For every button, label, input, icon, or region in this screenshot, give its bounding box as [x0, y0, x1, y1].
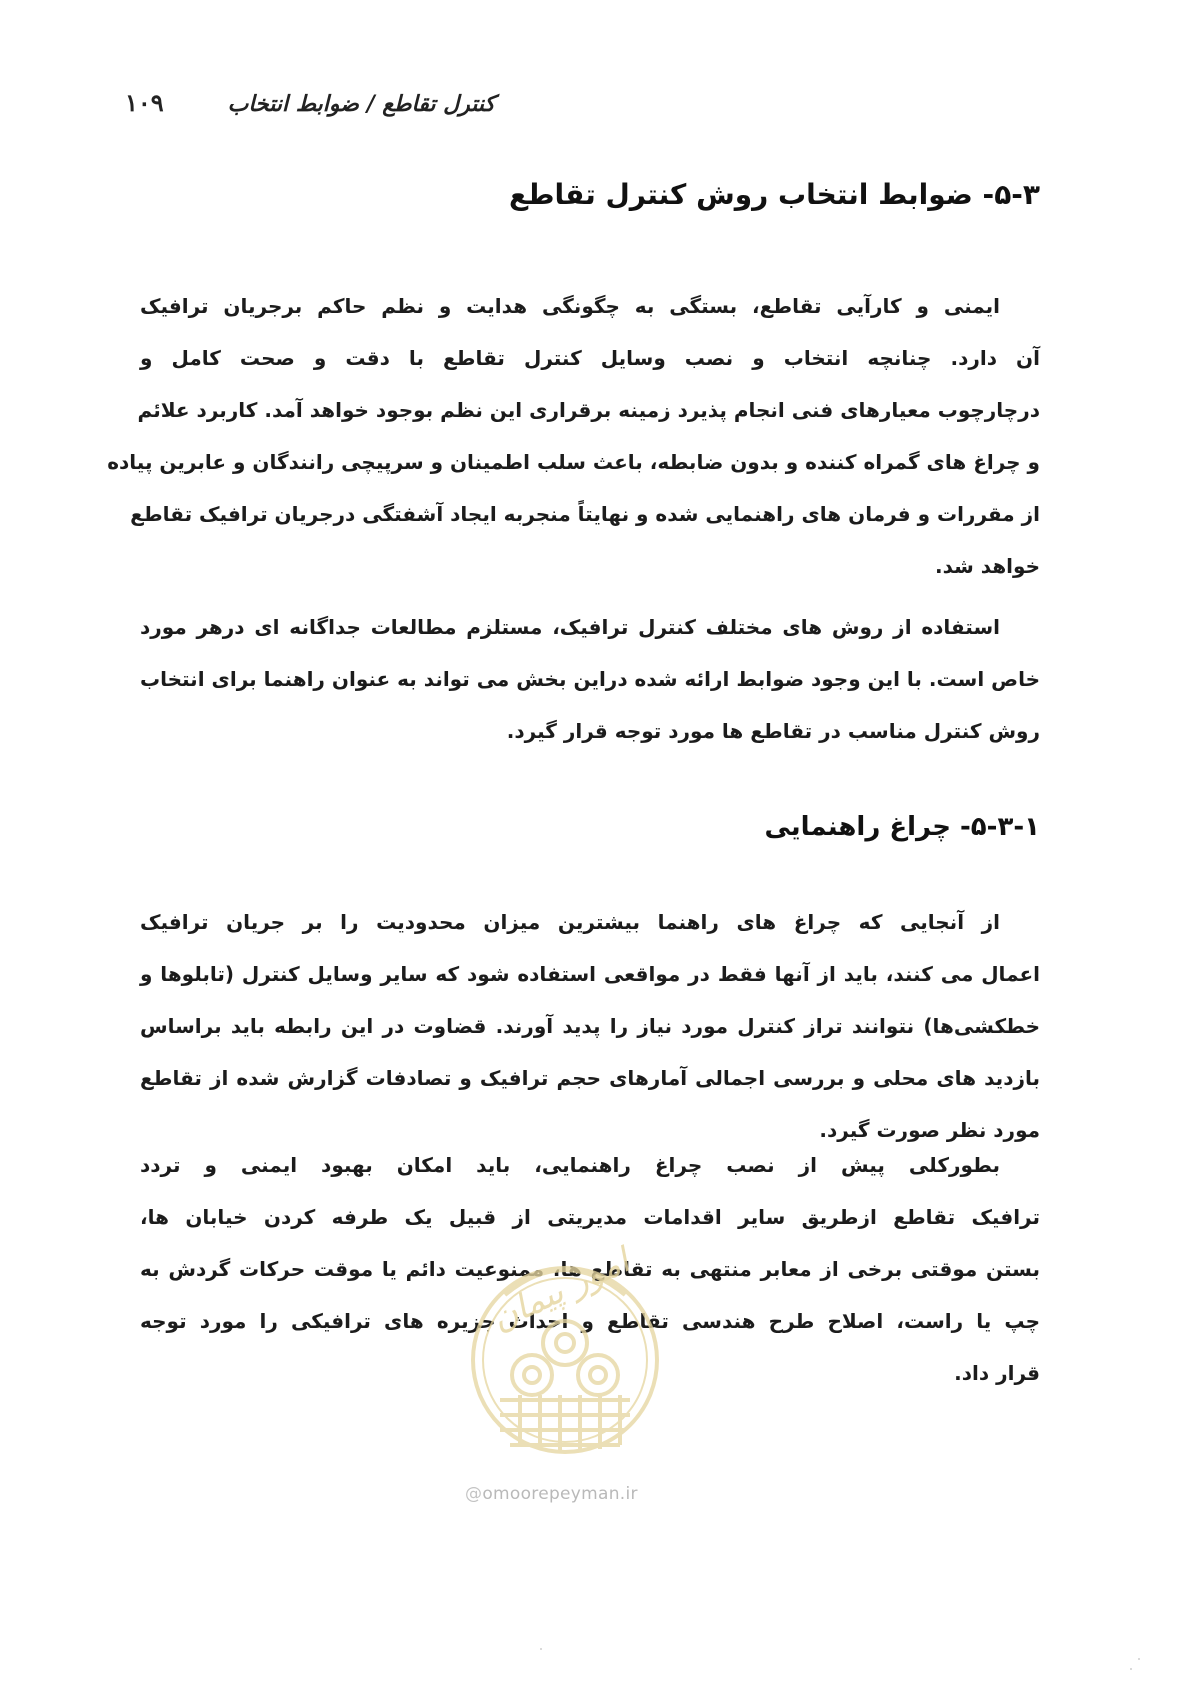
paragraph-line: اعمال می کنند، باید از آنها فقط در مواقعی استفاده شود که سایر وسایل کنترل (تابلوها و — [140, 962, 1040, 986]
watermark-site-text: omoorepeyman.ir — [482, 1484, 638, 1504]
paragraph-3 — [140, 896, 1040, 1156]
watermark-logo-text: امور پیمان — [485, 1240, 636, 1340]
paragraph-line: خواهد شد. — [934, 554, 1040, 578]
paragraph-line: از آنجایی که چراغ های راهنما بیشترین میزان محدودیت را بر جریان ترافیک — [140, 910, 1000, 934]
paragraph-line: خاص است. با این وجود ضوابط ارائه شده دراین بخش می تواند به عنوان راهنما برای انتخاب — [140, 667, 1040, 691]
paragraph-line: استفاده از روش های مختلف کنترل ترافیک، مستلزم مطالعات جداگانه ای درهر مورد — [140, 615, 1000, 639]
paragraph-line: بطورکلی پیش از نصب چراغ راهنمایی، باید امکان بهبود ایمنی و تردد — [140, 1153, 1000, 1177]
subsection-heading: ۵-۳-۱- چراغ راهنمایی — [764, 812, 1040, 842]
paragraph-line: و چراغ های گمراه کننده و بدون ضابطه، باعث سلب اطمینان و سرپیچی رانندگان و عابرین پیاده — [107, 450, 1040, 474]
paragraph-line: قرار داد. — [954, 1361, 1040, 1385]
paragraph-line: ایمنی و کارآیی تقاطع، بستگی به چگونگی هدایت و نظم حاکم برجریان ترافیک — [140, 294, 1000, 318]
paragraph-line: آن دارد. چنانچه انتخاب و نصب وسایل کنترل تقاطع با دقت و صحت کامل و — [140, 346, 1040, 370]
paragraph-line: درچارچوب معیارهای فنی انجام پذیرد زمینه برقراری این نظم بوجود خواهد آمد. کاربرد علائم — [137, 398, 1040, 422]
scan-speck — [1138, 1658, 1140, 1660]
at-icon: @ — [465, 1484, 483, 1504]
scan-speck — [540, 1648, 542, 1650]
running-head-title: کنترل تقاطع / ضوابط انتخاب — [227, 91, 495, 117]
running-head — [125, 88, 495, 117]
watermark-logo-icon — [460, 1225, 670, 1485]
paragraph-line: بستن موقتی برخی از معابر منتهی به تقاطع ها، ممنوعیت دائم یا موقت حرکات گردش به — [140, 1257, 1040, 1281]
paragraph-line: مورد نظر صورت گیرد. — [819, 1118, 1040, 1142]
paragraph-2 — [140, 601, 1040, 757]
watermark-site — [465, 1484, 638, 1504]
scan-speck — [1130, 1668, 1132, 1670]
paragraph-line: خطکشی‌ها) نتوانند تراز کنترل مورد نیاز را پدید آورند. قضاوت در این رابطه باید براساس — [140, 1014, 1040, 1038]
section-heading: ۵-۳- ضوابط انتخاب روش کنترل تقاطع — [509, 178, 1040, 211]
paragraph-1 — [107, 280, 1040, 592]
paragraph-line: چپ یا راست، اصلاح طرح هندسی تقاطع و احداث جزیره های ترافیکی را مورد توجه — [140, 1309, 1040, 1333]
paragraph-line: ترافیک تقاطع ازطریق سایر اقدامات مدیریتی از قبیل یک طرفه کردن خیابان ها، — [140, 1205, 1040, 1229]
paragraph-line: بازدید های محلی و بررسی اجمالی آمارهای حجم ترافیک و تصادفات گزارش شده از تقاطع — [140, 1066, 1040, 1090]
page-number: ۱۰۹ — [125, 88, 164, 117]
paragraph-line: از مقررات و فرمان های راهنمایی شده و نهایتاً منجربه ایجاد آشفتگی درجریان ترافیک تقاطع — [130, 502, 1040, 526]
paragraph-line: روش کنترل مناسب در تقاطع ها مورد توجه قرار گیرد. — [506, 719, 1040, 743]
